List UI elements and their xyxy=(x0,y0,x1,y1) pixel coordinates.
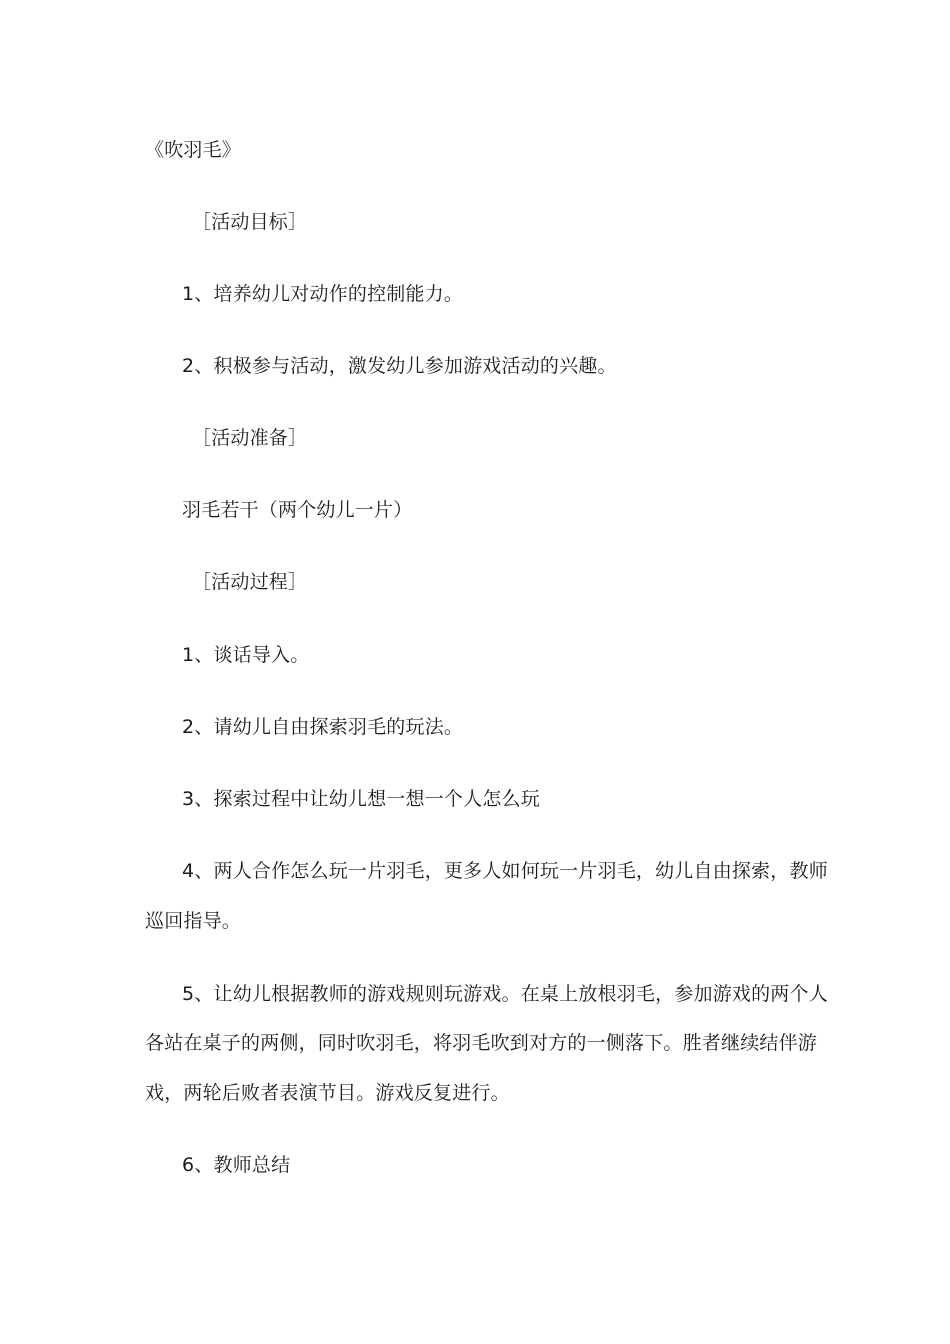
prep-heading: ［活动准备］ xyxy=(192,427,308,449)
step-item-5-line-1: 5、让幼儿根据教师的游戏规则玩游戏。在桌上放根羽毛，参加游戏的两个人 xyxy=(182,983,828,1005)
step-item-5-line-2: 各站在桌子的两侧，同时吹羽毛，将羽毛吹到对方的一侧落下。胜者继续结伴游 xyxy=(145,1032,818,1054)
goal-item-1: 1、培养幼儿对动作的控制能力。 xyxy=(182,283,464,305)
goals-heading: ［活动目标］ xyxy=(192,211,308,233)
step-item-1: 1、谈话导入。 xyxy=(182,644,310,666)
step-item-4-line-2: 巡回指导。 xyxy=(145,910,242,932)
document-title: 《吹羽毛》 xyxy=(145,139,242,161)
goal-item-2: 2、积极参与活动，激发幼儿参加游戏活动的兴趣。 xyxy=(182,355,617,377)
step-item-2: 2、请幼儿自由探索羽毛的玩法。 xyxy=(182,716,464,738)
step-item-5-line-3: 戏，两轮后败者表演节目。游戏反复进行。 xyxy=(145,1082,510,1104)
process-heading: ［活动过程］ xyxy=(192,571,308,593)
step-item-6: 6、教师总结 xyxy=(182,1154,291,1176)
prep-text: 羽毛若干（两个幼儿一片） xyxy=(182,499,413,521)
step-item-3: 3、探索过程中让幼儿想一想一个人怎么玩 xyxy=(182,788,540,810)
step-item-4-line-1: 4、两人合作怎么玩一片羽毛，更多人如何玩一片羽毛，幼儿自由探索，教师 xyxy=(182,860,828,882)
